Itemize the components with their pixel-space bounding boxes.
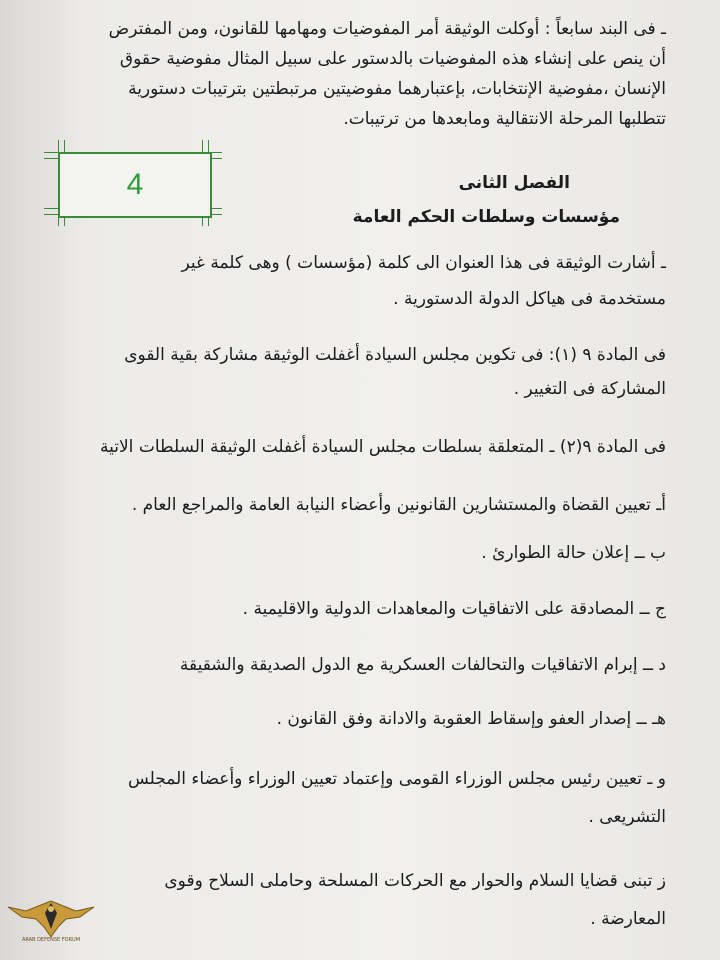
text-line-8: مستخدمة فى هياكل الدولة الدستورية . xyxy=(393,289,666,309)
text-line-3: الإنسان ،مفوضية الإنتخابات، بإعتبارهما مفوضيتين مرتبطتين بترتيبات دستورية xyxy=(128,79,666,99)
eagle-emblem-icon xyxy=(6,893,96,939)
section-heading: مؤسسات وسلطات الحكم العامة xyxy=(352,207,620,227)
page-number-box xyxy=(44,140,222,226)
text-line-1: ـ فى البند سابعاً : أوكلت الوثيقة أمر المفوضيات ومهامها للقانون، ومن المفترض xyxy=(108,19,666,39)
text-line-4: تتطلبها المرحلة الانتقالية ومابعدها من ترتيبات. xyxy=(343,109,666,129)
text-line-2: أن ينص على إنشاء هذه المفوضيات بالدستور على سبيل المثال مفوضية حقوق xyxy=(119,49,666,69)
chapter-heading: الفصل الثانى xyxy=(458,173,570,193)
list-item-d: د ــ إبرام الاتفاقيات والتحالفات العسكرية مع الدول الصديقة والشقيقة xyxy=(179,655,666,675)
text-line-10: المشاركة فى التغيير . xyxy=(513,379,666,399)
list-item-b: ب ــ إعلان حالة الطوارئ . xyxy=(481,543,666,563)
list-item-a: أـ تعيين القضاة والمستشارين القانونين وأعضاء النيابة العامة والمراجع العام . xyxy=(131,495,666,515)
list-item-w: و ـ تعيين رئيس مجلس الوزراء القومى وإعتماد تعيين الوزراء وأعضاء المجلس xyxy=(127,769,666,789)
text-line-7: ـ أشارت الوثيقة فى هذا العنوان الى كلمة (مؤسسات ) وهى كلمة غير xyxy=(181,253,666,273)
page-number: 4 xyxy=(126,168,144,201)
list-item-z: ز تبنى قضايا السلام والحوار مع الحركات المسلحة وحاملى السلاح وقوى xyxy=(164,871,666,891)
list-item-w-cont: التشريعى . xyxy=(588,807,666,827)
list-item-h: هـ ــ إصدار العفو وإسقاط العقوبة والادانة وفق القانون . xyxy=(276,709,666,729)
text-line-11: فى المادة ٩(٢) ـ المتعلقة بسلطات مجلس السيادة أغفلت الوثيقة السلطات الاتية xyxy=(100,437,666,457)
forum-logo xyxy=(6,893,96,957)
list-item-c: ج ــ المصادقة على الاتفاقيات والمعاهدات الدولية والاقليمية . xyxy=(242,599,666,619)
watermark-text: ARAB DEFENSE FORUM xyxy=(21,937,81,943)
text-line-9: فى المادة ٩ (١): فى تكوين مجلس السيادة أغفلت الوثيقة مشاركة بقية القوى xyxy=(124,345,666,365)
list-item-z-cont: المعارضة . xyxy=(590,909,666,929)
